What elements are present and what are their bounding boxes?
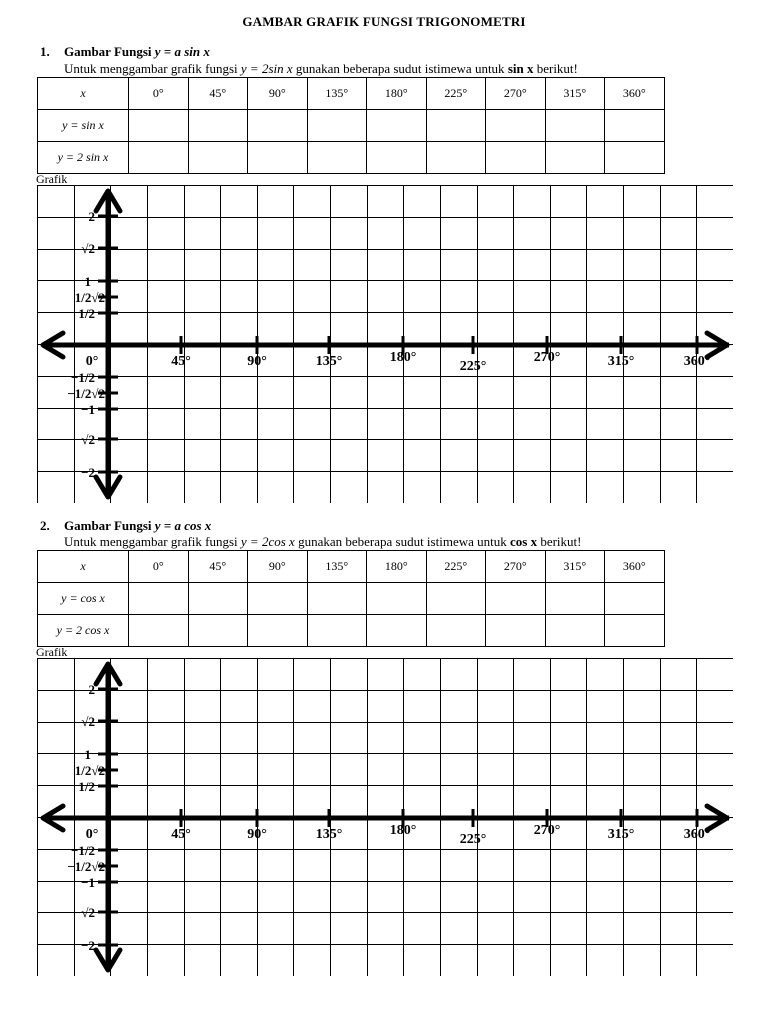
y-tick-label: −1/2√2: [67, 386, 105, 401]
table-header-row: [38, 78, 665, 110]
y-tick-label: −1: [81, 402, 95, 417]
table-cell[interactable]: [545, 110, 605, 142]
x-tick-label: 225°: [459, 359, 487, 374]
table-cell[interactable]: [367, 142, 427, 174]
section-2-graph-label: Grafik: [36, 645, 68, 659]
table-row-label: y = sin x: [38, 110, 129, 142]
table-cell[interactable]: [367, 615, 427, 647]
table-cell[interactable]: [248, 142, 308, 174]
table-cell[interactable]: [129, 110, 189, 142]
table-cell[interactable]: [307, 615, 367, 647]
table-header-angle: 0°: [129, 78, 189, 110]
table-cell[interactable]: [307, 142, 367, 174]
x-tick-label: 135°: [315, 827, 343, 842]
table-header-row: [38, 551, 665, 583]
table-row: [38, 615, 665, 647]
section-1-instr-math: y = 2sin x: [240, 61, 293, 76]
table-cell[interactable]: [426, 110, 486, 142]
table-row: [38, 110, 665, 142]
section-2-heading: [40, 518, 211, 534]
x-tick-label: 315°: [607, 354, 635, 369]
table-header-angle: 0°: [129, 551, 189, 583]
table-header-angle: 45°: [188, 551, 248, 583]
table-header-angle: 90°: [248, 551, 308, 583]
x-tick-label: 135°: [315, 354, 343, 369]
x-tick-label: 270°: [533, 823, 561, 838]
table-header-angle: 135°: [307, 78, 367, 110]
table-row: [38, 583, 665, 615]
table-cell[interactable]: [545, 142, 605, 174]
x-tick-label: 225°: [459, 832, 487, 847]
x-tick-label: 315°: [607, 827, 635, 842]
y-tick-label: √2: [81, 714, 95, 729]
section-1-heading: [40, 44, 210, 60]
table-cell[interactable]: [486, 142, 546, 174]
table-cell[interactable]: [307, 583, 367, 615]
section-1-graph-label: Grafik: [36, 172, 68, 186]
table-header-angle: 180°: [367, 78, 427, 110]
table-header-angle: 315°: [545, 78, 605, 110]
table-row-label: y = cos x: [38, 583, 129, 615]
section-2-number: 2.: [40, 518, 50, 533]
page-title: GAMBAR GRAFIK FUNGSI TRIGONOMETRI: [242, 14, 526, 29]
table-cell[interactable]: [307, 110, 367, 142]
y-tick-label: −1/2: [70, 370, 95, 385]
y-tick-label: 1: [84, 747, 91, 762]
x-tick-label: 180°: [389, 350, 417, 365]
origin-label: 0°: [85, 354, 99, 369]
table-header-x: x: [38, 78, 129, 110]
y-tick-label: 1/2√2: [74, 290, 105, 305]
table-header-angle: 360°: [605, 551, 665, 583]
x-tick-label: 90°: [247, 827, 267, 842]
section-1-number: 1.: [40, 44, 50, 59]
section-1-graph-grid[interactable]: [37, 185, 733, 503]
table-cell[interactable]: [486, 110, 546, 142]
table-cell[interactable]: [129, 583, 189, 615]
section-2-heading-text: Gambar Fungsi: [64, 518, 155, 533]
section-1-instr-mid: gunakan beberapa sudut istimewa untuk: [292, 61, 508, 76]
y-tick-label: 2: [88, 209, 95, 224]
table-cell[interactable]: [486, 583, 546, 615]
table-cell[interactable]: [367, 110, 427, 142]
table-cell[interactable]: [129, 615, 189, 647]
table-cell[interactable]: [248, 110, 308, 142]
table-cell[interactable]: [545, 615, 605, 647]
section-2-value-table: [37, 550, 665, 647]
x-tick-label: 45°: [171, 354, 191, 369]
table-cell[interactable]: [426, 583, 486, 615]
table-header-angle: 225°: [426, 551, 486, 583]
table-cell[interactable]: [426, 142, 486, 174]
table-header-angle: 315°: [545, 551, 605, 583]
table-header-angle: 360°: [605, 78, 665, 110]
section-2-instr-mid: gunakan beberapa sudut istimewa untuk: [294, 534, 510, 549]
section-2-instruction: [64, 534, 581, 550]
table-cell[interactable]: [426, 615, 486, 647]
section-1-instruction: [64, 61, 578, 77]
table-cell[interactable]: [248, 583, 308, 615]
table-cell[interactable]: [188, 142, 248, 174]
table-cell[interactable]: [605, 142, 665, 174]
y-tick-label: −2: [81, 938, 95, 953]
section-1-value-table: [37, 77, 665, 174]
x-tick-label: 360°: [683, 354, 711, 369]
y-tick-label: −2: [81, 465, 95, 480]
section-2-instr-suffix: berikut!: [537, 534, 582, 549]
section-2-instr-prefix: Untuk menggambar grafik fungsi: [64, 534, 241, 549]
section-1-heading-math: y = a sin x: [154, 44, 210, 59]
table-cell[interactable]: [188, 110, 248, 142]
y-tick-label: 2: [88, 682, 95, 697]
table-header-angle: 270°: [486, 78, 546, 110]
table-header-angle: 225°: [426, 78, 486, 110]
table-row: [38, 142, 665, 174]
section-2-graph-grid[interactable]: [37, 658, 733, 976]
y-tick-label: √2: [81, 241, 95, 256]
table-cell[interactable]: [605, 615, 665, 647]
table-cell[interactable]: [188, 583, 248, 615]
table-cell[interactable]: [129, 142, 189, 174]
table-header-angle: 90°: [248, 78, 308, 110]
section-2-instr-math: y = 2cos x: [240, 534, 295, 549]
table-cell[interactable]: [248, 615, 308, 647]
y-tick-label: 1/2√2: [74, 763, 105, 778]
table-cell[interactable]: [486, 615, 546, 647]
table-header-x: x: [38, 551, 129, 583]
section-2-instr-math2: cos x: [509, 534, 538, 549]
y-tick-label: 1: [84, 274, 91, 289]
y-tick-label: −√2: [73, 905, 95, 920]
section-2-heading-math: y = a cos x: [154, 518, 212, 533]
table-cell[interactable]: [188, 615, 248, 647]
table-row-label: y = 2 sin x: [38, 142, 129, 174]
section-1-instr-math2: sin x: [507, 61, 534, 76]
table-cell[interactable]: [545, 583, 605, 615]
y-tick-label: −1/2√2: [67, 859, 105, 874]
y-tick-label: 1/2: [78, 779, 95, 794]
table-row-label: y = 2 cos x: [38, 615, 129, 647]
table-header-angle: 45°: [188, 78, 248, 110]
table-header-angle: 270°: [486, 551, 546, 583]
y-tick-label: −1/2: [70, 843, 95, 858]
y-tick-label: 1/2: [78, 306, 95, 321]
table-header-angle: 180°: [367, 551, 427, 583]
table-cell[interactable]: [367, 583, 427, 615]
section-1-instr-prefix: Untuk menggambar grafik fungsi: [64, 61, 241, 76]
table-cell[interactable]: [605, 583, 665, 615]
x-tick-label: 360°: [683, 827, 711, 842]
x-tick-label: 270°: [533, 350, 561, 365]
origin-label: 0°: [85, 827, 99, 842]
x-tick-label: 90°: [247, 354, 267, 369]
x-tick-label: 45°: [171, 827, 191, 842]
table-header-angle: 135°: [307, 551, 367, 583]
y-tick-label: −1: [81, 875, 95, 890]
section-1-instr-suffix: berikut!: [533, 61, 578, 76]
section-1-heading-text: Gambar Fungsi: [64, 44, 155, 59]
x-tick-label: 180°: [389, 823, 417, 838]
table-cell[interactable]: [605, 110, 665, 142]
y-tick-label: √2: [81, 432, 95, 447]
